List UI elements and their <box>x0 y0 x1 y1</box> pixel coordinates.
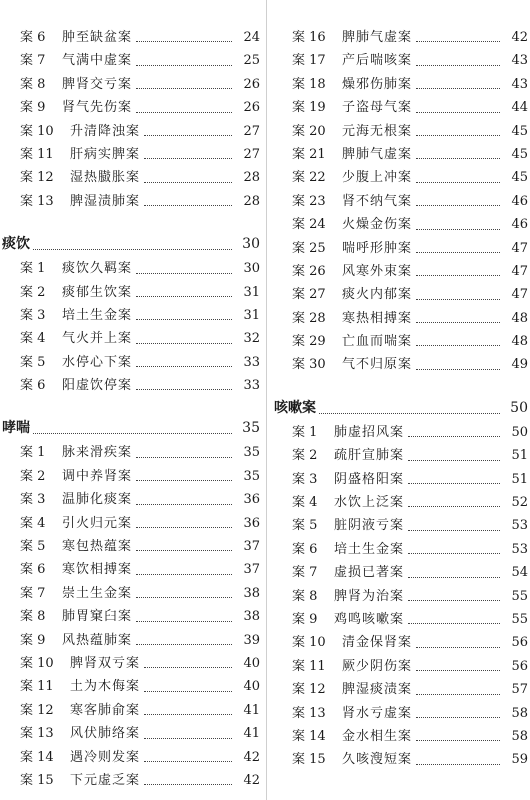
leader-dots <box>144 112 232 136</box>
leader-dots <box>144 761 232 785</box>
leader-dots <box>416 252 500 276</box>
entry-title: 脾湿渍肺案 <box>70 193 141 209</box>
toc-entry[interactable] <box>272 748 530 771</box>
leader-dots <box>33 223 232 250</box>
entry-title: 引火归元案 <box>62 515 133 531</box>
entry-title: 喘呼形肿案 <box>342 240 413 256</box>
leader-dots <box>416 182 500 206</box>
entry-page: 55 <box>511 588 528 604</box>
entry-title: 阴盛格阳案 <box>334 471 405 487</box>
entry-title: 肾水亏虚案 <box>342 705 413 721</box>
entry-title: 鸡鸣咳嗽案 <box>334 611 405 627</box>
entry-label: 案 26 <box>292 263 326 279</box>
entry-page: 51 <box>511 471 528 487</box>
entry-page: 58 <box>511 705 528 721</box>
leader-dots <box>136 621 232 645</box>
leader-dots <box>416 158 500 182</box>
entry-page: 28 <box>243 193 260 209</box>
entry-label: 案 13 <box>20 193 54 209</box>
entry-title: 火燥金伤案 <box>342 217 413 233</box>
entry-page: 46 <box>511 217 528 233</box>
entry-label: 案 6 <box>20 30 46 45</box>
entry-label: 案 6 <box>20 562 46 578</box>
entry-label: 案 4 <box>20 331 46 347</box>
entry-page: 45 <box>511 170 528 186</box>
entry-title: 水停心下案 <box>62 354 133 370</box>
entry-page: 33 <box>243 378 260 394</box>
leader-dots <box>408 577 500 601</box>
entry-label: 案 20 <box>292 123 326 139</box>
entry-page: 52 <box>511 495 528 511</box>
entry-page: 57 <box>511 682 528 698</box>
entry-label: 案 10 <box>292 635 326 651</box>
entry-title: 崇土生金案 <box>62 585 133 601</box>
entry-title: 风热蕴肺案 <box>62 632 133 648</box>
entry-label: 案 2 <box>20 284 46 300</box>
entry-label: 案 25 <box>292 240 326 256</box>
entry-page: 36 <box>243 492 260 508</box>
entry-title: 气不归原案 <box>342 357 413 373</box>
entry-page: 58 <box>511 728 528 744</box>
entry-title: 脾湿痰渍案 <box>342 682 413 698</box>
entry-title: 湿热臌胀案 <box>70 170 141 186</box>
leader-dots <box>136 41 232 65</box>
heading-text: 咳嗽案 <box>274 399 316 416</box>
entry-label: 案 5 <box>20 354 46 370</box>
leader-dots <box>136 433 232 457</box>
entry-page: 31 <box>243 284 260 300</box>
leader-dots <box>33 407 232 434</box>
entry-page: 42 <box>511 30 528 45</box>
entry-page: 24 <box>243 30 260 45</box>
entry-page: 37 <box>243 562 260 578</box>
entry-title: 脾肾为治案 <box>334 588 405 604</box>
entry-label: 案 29 <box>292 334 326 350</box>
entry-label: 案 21 <box>292 146 326 162</box>
leader-dots <box>408 413 500 437</box>
entry-label: 案 1 <box>292 424 318 440</box>
entry-label: 案 30 <box>292 357 326 373</box>
entry-title: 培土生金案 <box>334 541 405 557</box>
entry-title: 寒客肺俞案 <box>70 702 141 718</box>
entry-label: 案 8 <box>292 588 318 604</box>
column-divider <box>266 0 267 800</box>
leader-dots <box>144 667 232 691</box>
leader-dots <box>319 387 500 414</box>
entry-title: 肺虚招风案 <box>334 424 405 440</box>
entry-title: 痰饮久羁案 <box>62 261 133 277</box>
leader-dots <box>416 229 500 253</box>
toc-tanyin-list <box>0 257 262 397</box>
entry-page: 40 <box>243 679 260 695</box>
entry-title: 脉来滑疾案 <box>62 445 133 461</box>
entry-title: 子盗母气案 <box>342 100 413 116</box>
entry-label: 案 19 <box>292 100 326 116</box>
leader-dots <box>136 273 232 297</box>
entry-title: 脾肺气虚案 <box>342 146 413 162</box>
leader-dots <box>144 182 232 206</box>
leader-dots <box>408 553 500 577</box>
entry-title: 久咳溲短案 <box>342 752 413 768</box>
entry-page: 39 <box>243 632 260 648</box>
entry-label: 案 14 <box>292 728 326 744</box>
leader-dots <box>136 366 232 390</box>
entry-label: 案 6 <box>292 541 318 557</box>
entry-label: 案 11 <box>292 658 326 674</box>
entry-title: 寒热相搏案 <box>342 310 413 326</box>
leader-dots <box>416 65 500 89</box>
entry-label: 案 24 <box>292 217 326 233</box>
entry-page: 53 <box>511 541 528 557</box>
leader-dots <box>144 158 232 182</box>
entry-title: 肺胃窠臼案 <box>62 609 133 625</box>
entry-page: 26 <box>243 76 260 92</box>
entry-label: 案 7 <box>20 585 46 601</box>
entry-page: 43 <box>511 76 528 92</box>
entry-title: 厥少阴伤案 <box>342 658 413 674</box>
heading-text: 哮喘 <box>2 420 30 437</box>
toc-entry[interactable] <box>0 374 262 397</box>
entry-title: 肿至缺盆案 <box>62 30 133 45</box>
leader-dots <box>144 135 232 159</box>
entry-label: 案 8 <box>20 76 46 92</box>
entry-title: 水饮上泛案 <box>334 495 405 511</box>
leader-dots <box>136 65 232 89</box>
entry-label: 案 4 <box>292 495 318 511</box>
entry-page: 37 <box>243 539 260 555</box>
leader-dots <box>416 740 500 764</box>
entry-title: 脏阴液亏案 <box>334 518 405 534</box>
entry-page: 53 <box>511 518 528 534</box>
leader-dots <box>136 343 232 367</box>
entry-page: 38 <box>243 609 260 625</box>
entry-page: 40 <box>243 655 260 671</box>
entry-page: 30 <box>243 261 260 277</box>
entry-page: 41 <box>243 702 260 718</box>
entry-label: 案 23 <box>292 193 326 209</box>
heading-page: 30 <box>242 236 260 253</box>
entry-title: 肾不纳气案 <box>342 193 413 209</box>
leader-dots <box>416 18 500 42</box>
entry-page: 44 <box>511 100 528 116</box>
entry-label: 案 9 <box>20 632 46 648</box>
leader-dots <box>136 457 232 481</box>
entry-page: 42 <box>243 772 260 788</box>
entry-label: 案 8 <box>20 609 46 625</box>
entry-page: 46 <box>511 193 528 209</box>
entry-label: 案 22 <box>292 170 326 186</box>
entry-title: 温肺化痰案 <box>62 492 133 508</box>
entry-page: 47 <box>511 240 528 256</box>
entry-page: 56 <box>511 635 528 651</box>
leader-dots <box>416 275 500 299</box>
leader-dots <box>408 483 500 507</box>
leader-dots <box>136 319 232 343</box>
leader-dots <box>144 644 232 668</box>
heading-page: 35 <box>242 420 260 437</box>
entry-page: 51 <box>511 448 528 464</box>
leader-dots <box>408 506 500 530</box>
entry-page: 28 <box>243 170 260 186</box>
entry-label: 案 7 <box>292 565 318 581</box>
toc-right-column <box>272 0 530 772</box>
heading-text: 痰饮 <box>2 236 30 253</box>
leader-dots <box>136 88 232 112</box>
entry-page: 43 <box>511 53 528 69</box>
leader-dots <box>408 436 500 460</box>
toc-left-top-list <box>0 26 262 213</box>
entry-title: 培土生金案 <box>62 307 133 323</box>
leader-dots <box>136 550 232 574</box>
leader-dots <box>144 738 232 762</box>
entry-page: 54 <box>511 565 528 581</box>
leader-dots <box>408 530 500 554</box>
entry-label: 案 12 <box>20 702 54 718</box>
entry-label: 案 27 <box>292 287 326 303</box>
entry-label: 案 12 <box>20 170 54 186</box>
entry-title: 少腹上冲案 <box>342 170 413 186</box>
leader-dots <box>136 480 232 504</box>
entry-page: 55 <box>511 611 528 627</box>
toc-entry[interactable] <box>0 769 262 792</box>
leader-dots <box>416 623 500 647</box>
leader-dots <box>144 691 232 715</box>
entry-title: 风寒外束案 <box>342 263 413 279</box>
entry-title: 燥邪伤肺案 <box>342 76 413 92</box>
leader-dots <box>416 135 500 159</box>
leader-dots <box>136 597 232 621</box>
entry-title: 痰火内郁案 <box>342 287 413 303</box>
entry-title: 虚损已著案 <box>334 565 405 581</box>
leader-dots <box>136 249 232 273</box>
entry-label: 案 14 <box>20 749 54 765</box>
entry-title: 产后喘咳案 <box>342 53 413 69</box>
entry-title: 寒饮相搏案 <box>62 562 133 578</box>
entry-page: 48 <box>511 310 528 326</box>
entry-label: 案 9 <box>292 611 318 627</box>
entry-label: 案 7 <box>20 53 46 69</box>
entry-title: 气火并上案 <box>62 331 133 347</box>
toc-entry[interactable] <box>272 353 530 376</box>
entry-label: 案 16 <box>292 30 326 45</box>
entry-label: 案 13 <box>292 705 326 721</box>
entry-page: 56 <box>511 658 528 674</box>
entry-label: 案 1 <box>20 445 46 461</box>
entry-page: 36 <box>243 515 260 531</box>
entry-title: 升清降浊案 <box>70 123 141 139</box>
entry-title: 土为木侮案 <box>70 679 141 695</box>
entry-page: 25 <box>243 53 260 69</box>
entry-page: 48 <box>511 334 528 350</box>
entry-title: 阳虚饮停案 <box>62 378 133 394</box>
entry-page: 59 <box>511 752 528 768</box>
leader-dots <box>408 600 500 624</box>
entry-page: 45 <box>511 123 528 139</box>
leader-dots <box>416 670 500 694</box>
entry-page: 33 <box>243 354 260 370</box>
entry-label: 案 11 <box>20 146 54 162</box>
entry-page: 32 <box>243 331 260 347</box>
entry-page: 26 <box>243 100 260 116</box>
entry-page: 27 <box>243 146 260 162</box>
entry-title: 疏肝宣肺案 <box>334 448 405 464</box>
entry-label: 案 10 <box>20 655 54 671</box>
entry-label: 案 10 <box>20 123 54 139</box>
heading-page: 50 <box>510 399 528 416</box>
entry-label: 案 2 <box>20 468 46 484</box>
leader-dots <box>416 717 500 741</box>
entry-label: 案 11 <box>20 679 54 695</box>
leader-dots <box>136 527 232 551</box>
leader-dots <box>416 112 500 136</box>
entry-label: 案 13 <box>20 726 54 742</box>
leader-dots <box>416 41 500 65</box>
leader-dots <box>136 296 232 320</box>
entry-label: 案 2 <box>292 448 318 464</box>
entry-page: 38 <box>243 585 260 601</box>
entry-label: 案 3 <box>292 471 318 487</box>
entry-page: 35 <box>243 468 260 484</box>
entry-page: 47 <box>511 287 528 303</box>
entry-label: 案 9 <box>20 100 46 116</box>
entry-label: 案 6 <box>20 378 46 394</box>
leader-dots <box>136 574 232 598</box>
entry-page: 50 <box>511 424 528 440</box>
entry-label: 案 15 <box>20 772 54 788</box>
leader-dots <box>144 714 232 738</box>
entry-label: 案 3 <box>20 307 46 323</box>
entry-page: 47 <box>511 263 528 279</box>
entry-label: 案 17 <box>292 53 326 69</box>
toc-right-top-list <box>272 26 530 377</box>
entry-page: 27 <box>243 123 260 139</box>
leader-dots <box>136 18 232 42</box>
entry-title: 遇冷则发案 <box>70 749 141 765</box>
entry-title: 元海无根案 <box>342 123 413 139</box>
leader-dots <box>416 647 500 671</box>
entry-label: 案 5 <box>20 539 46 555</box>
entry-title: 脾肾双亏案 <box>70 655 141 671</box>
entry-page: 31 <box>243 307 260 323</box>
entry-page: 45 <box>511 146 528 162</box>
entry-page: 41 <box>243 726 260 742</box>
entry-label: 案 15 <box>292 752 326 768</box>
entry-title: 寒包热蕴案 <box>62 539 133 555</box>
entry-title: 肾气先伤案 <box>62 100 133 116</box>
entry-label: 案 12 <box>292 682 326 698</box>
entry-title: 气满中虚案 <box>62 53 133 69</box>
leader-dots <box>416 299 500 323</box>
leader-dots <box>416 88 500 112</box>
entry-title: 脾肾交亏案 <box>62 76 133 92</box>
entry-label: 案 28 <box>292 310 326 326</box>
entry-page: 42 <box>243 749 260 765</box>
entry-title: 调中养肾案 <box>62 468 133 484</box>
entry-label: 案 1 <box>20 261 46 277</box>
leader-dots <box>416 322 500 346</box>
toc-entry[interactable] <box>0 190 262 213</box>
entry-page: 35 <box>243 445 260 461</box>
leader-dots <box>136 504 232 528</box>
entry-title: 下元虚乏案 <box>70 772 141 788</box>
entry-title: 痰郁生饮案 <box>62 284 133 300</box>
entry-title: 金水相生案 <box>342 728 413 744</box>
entry-title: 风伏肺络案 <box>70 726 141 742</box>
entry-title: 肝病实脾案 <box>70 146 141 162</box>
entry-title: 脾肺气虚案 <box>342 30 413 45</box>
entry-title: 清金保肾案 <box>342 635 413 651</box>
leader-dots <box>416 694 500 718</box>
leader-dots <box>408 460 500 484</box>
toc-kesou-list <box>272 421 530 772</box>
entry-label: 案 3 <box>20 492 46 508</box>
entry-page: 49 <box>511 357 528 373</box>
toc-left-column <box>0 0 262 792</box>
entry-label: 案 5 <box>292 518 318 534</box>
leader-dots <box>416 345 500 369</box>
leader-dots <box>416 205 500 229</box>
toc-xiaochuan-list <box>0 441 262 792</box>
entry-title: 亡血而喘案 <box>342 334 413 350</box>
entry-label: 案 18 <box>292 76 326 92</box>
entry-label: 案 4 <box>20 515 46 531</box>
